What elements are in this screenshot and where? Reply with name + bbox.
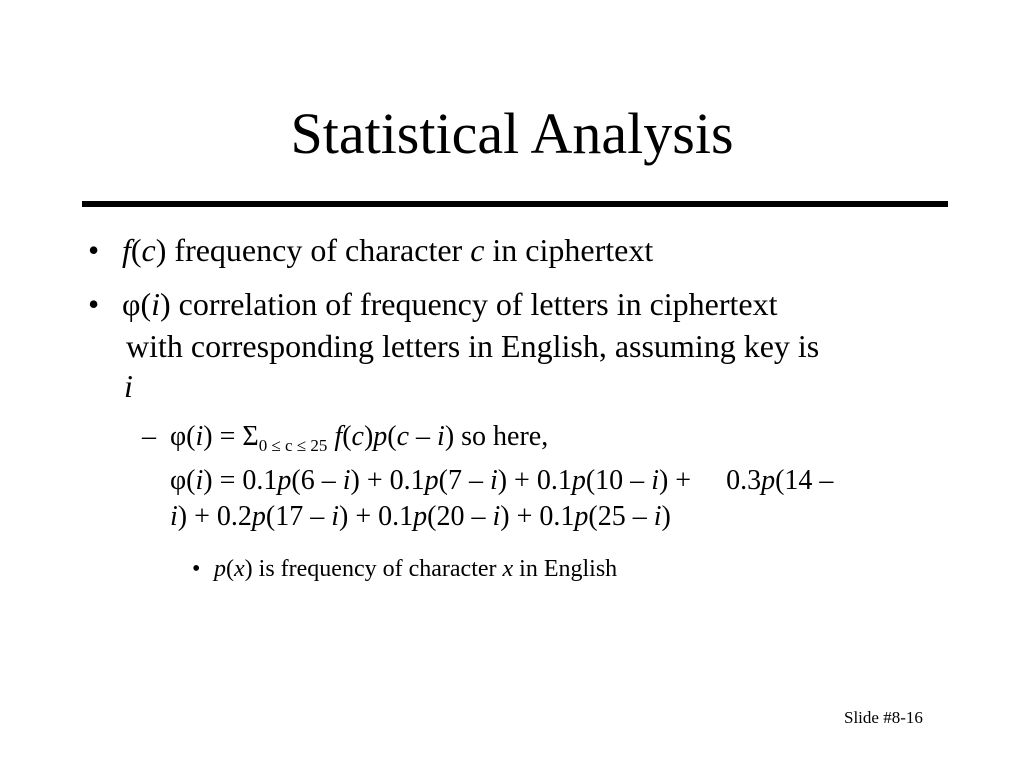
math-var: i (492, 501, 501, 532)
math-var: i (124, 368, 133, 404)
slide-number: Slide #8-16 (844, 708, 923, 727)
bullet-px-definition (214, 554, 617, 584)
math-var: p (413, 501, 428, 532)
math-var: x (502, 556, 514, 582)
math-var: p (214, 556, 226, 582)
formula-expansion-line-1 (170, 464, 833, 498)
math-text: – (409, 421, 438, 452)
math-text: ( (226, 556, 234, 582)
math-text: (25 – (588, 501, 654, 532)
formula-sum (170, 420, 548, 454)
sum-range: 0 ≤ c ≤ 25 (258, 436, 328, 455)
math-text: ) + 0.1 (497, 465, 572, 496)
math-text: ) + 0.3 (658, 465, 762, 496)
bullet-correlation-line-1 (122, 284, 778, 324)
math-var: f (334, 421, 343, 452)
math-var: i (489, 465, 498, 496)
math-text: ( (130, 232, 142, 268)
math-var: p (251, 501, 266, 532)
math-var: c (396, 421, 410, 452)
bullet-correlation-line-3 (124, 366, 133, 406)
math-text: (20 – (427, 501, 493, 532)
math-var: f (122, 232, 131, 268)
bullet-marker: • (88, 286, 100, 322)
math-var: i (331, 501, 340, 532)
math-text: ) = Σ (203, 421, 259, 452)
math-text: ) so here, (444, 421, 549, 452)
subsubbullet-marker: • (192, 556, 201, 582)
bullet-frequency (122, 230, 653, 270)
math-var: p (761, 465, 776, 496)
math-text: ) = 0.1 (203, 465, 278, 496)
math-text: (17 – (265, 501, 332, 532)
math-var: i (342, 465, 351, 496)
subbullet-marker: – (142, 421, 156, 452)
math-text: ) + 0.1 (500, 501, 575, 532)
bullet-text: ) is frequency of character (244, 556, 503, 582)
math-var: p (574, 501, 589, 532)
math-text: ( (387, 421, 397, 452)
math-var: c (351, 421, 364, 452)
bullet-text: correlation of frequency of letters in ciphertext (170, 286, 778, 322)
math-var: i (151, 286, 161, 322)
title-divider (82, 201, 948, 207)
math-text: ) + 0.1 (350, 465, 425, 496)
math-var: i (437, 421, 445, 452)
math-var: i (653, 501, 662, 532)
bullet-correlation-line-2: with corresponding letters in English, assuming key is (126, 328, 820, 364)
math-text: ) (160, 286, 171, 322)
bullet-text: in English (513, 556, 618, 582)
math-text: (10 – (585, 465, 652, 496)
math-var: p (277, 465, 292, 496)
math-text: ) (155, 232, 167, 268)
math-text: ) + 0.2 (177, 501, 252, 532)
math-var: p (373, 421, 388, 452)
slide-title: Statistical Analysis (290, 101, 734, 166)
math-text: φ( (170, 421, 196, 452)
math-text: ) (661, 501, 671, 532)
math-text: φ( (170, 465, 196, 496)
math-var: c (141, 232, 156, 268)
math-text: (6 – (291, 465, 343, 496)
math-var: i (195, 421, 204, 452)
math-var: i (170, 501, 178, 532)
math-var: i (195, 465, 204, 496)
bullet-text: frequency of character (166, 232, 471, 268)
math-text: ( (342, 421, 352, 452)
math-var: x (234, 556, 245, 582)
math-text: ) + 0.1 (339, 501, 414, 532)
math-text: φ( (122, 286, 152, 322)
math-var: p (424, 465, 439, 496)
math-var: i (651, 465, 659, 496)
math-text: (14 – (775, 465, 834, 496)
math-text: ) (363, 421, 374, 452)
math-var: c (470, 232, 485, 268)
bullet-marker: • (88, 232, 100, 268)
formula-expansion-line-2 (170, 500, 671, 534)
math-text: (7 – (438, 465, 490, 496)
bullet-text: in ciphertext (484, 232, 654, 268)
math-var: p (571, 465, 586, 496)
